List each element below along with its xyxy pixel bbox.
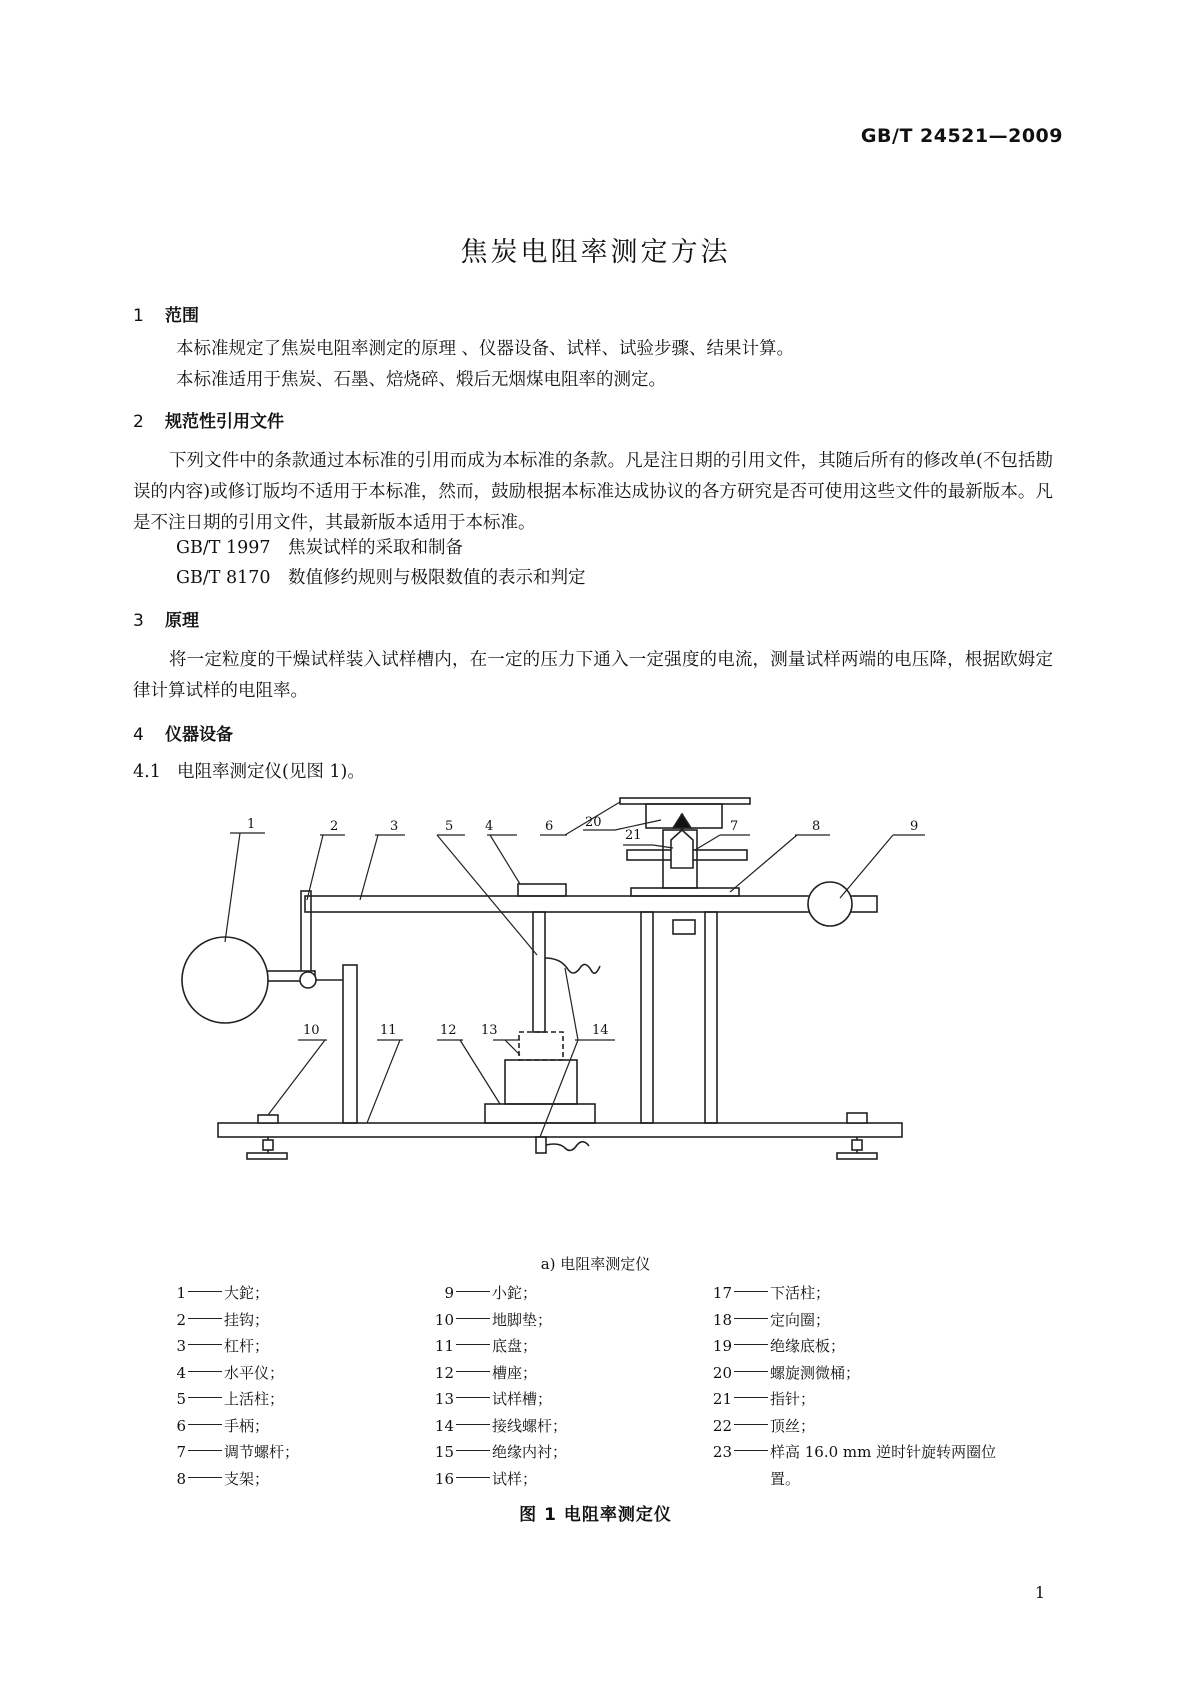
diagram-label: 6 — [545, 819, 554, 834]
legend-item — [706, 1386, 1000, 1413]
legend-dash — [188, 1386, 222, 1398]
legend-item — [428, 1280, 722, 1307]
legend-item — [160, 1466, 454, 1493]
legend-text: 挂钩； — [224, 1310, 270, 1329]
legend-text: 试样槽； — [492, 1390, 553, 1408]
reference-title: 数值修约规则与极限数值的表示和判定 — [288, 568, 586, 588]
resistivity-apparatus-diagram — [175, 790, 1005, 1250]
legend-text: 地脚垫； — [492, 1310, 553, 1329]
section-number: 4 — [133, 725, 144, 745]
wire — [545, 958, 600, 973]
legend-item — [706, 1333, 1000, 1360]
legend-text: 指针； — [770, 1390, 816, 1408]
diagram-label: 11 — [380, 1023, 397, 1038]
frame-left-post — [641, 912, 653, 1123]
legend-dash — [188, 1280, 222, 1292]
slot-base — [485, 1104, 595, 1123]
legend-item — [160, 1386, 454, 1413]
handle — [620, 798, 750, 804]
frame-top — [631, 888, 739, 896]
diagram-label: 8 — [812, 819, 821, 834]
legend-text: 样高 16.0 mm 逆时针旋转两圈位置。 — [770, 1443, 997, 1488]
legend-item — [160, 1439, 454, 1466]
legend-text: 大鉈； — [224, 1284, 270, 1302]
section-title: 范围 — [165, 306, 199, 326]
legend-dash — [456, 1413, 490, 1425]
legend-text: 定向圈； — [770, 1310, 831, 1329]
legend-number: 15 — [434, 1443, 454, 1461]
legend-dash — [456, 1280, 490, 1292]
legend-text: 上活柱； — [224, 1390, 285, 1408]
legend-number: 14 — [434, 1416, 454, 1435]
reference-title: 焦炭试样的采取和制备 — [288, 538, 463, 558]
legend-text: 底盘； — [492, 1337, 538, 1355]
legend-number: 9 — [444, 1284, 454, 1302]
legend-item — [160, 1280, 454, 1307]
legend-text: 下活柱； — [770, 1284, 831, 1302]
paragraph: 本标准适用于焦炭、石墨、焙烧碎、煅后无烟煤电阻率的测定。 — [176, 370, 666, 390]
legend-number: 13 — [434, 1390, 454, 1408]
legend-dash — [456, 1360, 490, 1372]
legend-number: 21 — [712, 1390, 732, 1408]
legend-item — [160, 1360, 454, 1387]
legend-text: 槽座； — [492, 1363, 538, 1382]
section-number: 2 — [133, 412, 144, 432]
legend-number: 10 — [434, 1310, 454, 1329]
diagram-label: 14 — [592, 1023, 609, 1038]
legend-item — [428, 1360, 722, 1387]
frame-right-post — [705, 912, 717, 1123]
diagram-label: 13 — [481, 1023, 498, 1038]
legend-number: 6 — [176, 1416, 186, 1435]
reference-code: GB/T 1997 — [176, 538, 271, 558]
diagram-label: 2 — [330, 819, 339, 834]
legend-dash — [456, 1439, 490, 1451]
section-4-heading — [133, 720, 233, 745]
legend-text: 支架； — [224, 1469, 270, 1488]
sample-slot — [519, 1032, 563, 1060]
legend-number: 4 — [176, 1363, 186, 1382]
legend-item — [706, 1360, 1000, 1387]
legend-dash — [188, 1360, 222, 1372]
legend-item — [428, 1386, 722, 1413]
legend-number: 2 — [176, 1310, 186, 1329]
legend-text: 试样； — [492, 1469, 538, 1488]
legend-text: 绝缘内衬； — [492, 1443, 568, 1461]
section-3-heading — [133, 606, 199, 631]
legend-dash — [734, 1333, 768, 1345]
legend-dash — [456, 1333, 490, 1345]
left-support — [343, 965, 357, 1123]
paragraph: 本标准规定了焦炭电阻率测定的原理 、仪器设备、试样、试验步骤、结果计算。 — [176, 339, 795, 359]
reference-item — [176, 564, 586, 589]
legend-dash — [734, 1280, 768, 1292]
legend-dash — [734, 1307, 768, 1319]
legend-text: 手柄； — [224, 1416, 270, 1435]
legend-number: 3 — [176, 1337, 186, 1355]
legend-item — [706, 1280, 1000, 1307]
page-number: 1 — [1034, 1583, 1045, 1602]
paragraph: 将一定粒度的干燥试样装入试样槽内，在一定的压力下通入一定强度的电流，测量试样两端的电压降，根据欧姆定律计算试样的电阻率。 — [133, 650, 1053, 701]
foot-right — [837, 1113, 877, 1159]
section-1-heading — [133, 301, 199, 326]
legend-column-2 — [428, 1280, 722, 1492]
reference-item — [176, 534, 463, 559]
legend-item — [706, 1413, 1000, 1440]
section-title: 规范性引用文件 — [165, 412, 284, 432]
legend-dash — [734, 1386, 768, 1398]
figure-subcaption: a) 电阻率测定仪 — [540, 1255, 651, 1273]
legend-text: 螺旋测微桶； — [770, 1363, 861, 1382]
legend-number: 20 — [712, 1363, 732, 1382]
terminal-bottom — [536, 1137, 546, 1153]
legend-dash — [188, 1333, 222, 1345]
legend-number: 5 — [176, 1390, 186, 1408]
legend-number: 18 — [712, 1310, 732, 1329]
legend-dash — [456, 1307, 490, 1319]
legend-number: 16 — [434, 1469, 454, 1488]
diagram-label: 1 — [247, 817, 256, 832]
legend-text: 杠杆； — [224, 1337, 270, 1355]
legend-dash — [188, 1413, 222, 1425]
legend-item — [428, 1307, 722, 1334]
section-title: 仪器设备 — [165, 725, 233, 745]
legend-item — [428, 1333, 722, 1360]
diagram-label: 10 — [303, 1023, 320, 1038]
small-weight — [808, 882, 852, 926]
legend-item — [160, 1333, 454, 1360]
section-title: 原理 — [165, 611, 199, 631]
legend-dash — [188, 1466, 222, 1478]
legend-number: 23 — [712, 1443, 732, 1461]
upper-column — [533, 912, 545, 1032]
legend-number: 17 — [712, 1284, 732, 1302]
diagram-label: 12 — [440, 1023, 457, 1038]
figure-title: 图 1 电阻率测定仪 — [519, 1505, 672, 1525]
legend-dash — [456, 1466, 490, 1478]
legend-dash — [734, 1413, 768, 1425]
legend-item — [706, 1439, 1000, 1492]
lever-beam — [305, 896, 877, 912]
legend-number: 22 — [712, 1416, 732, 1435]
legend-column-1 — [160, 1280, 454, 1492]
section-2-heading — [133, 407, 284, 432]
legend-text: 调节螺杆； — [224, 1443, 300, 1461]
legend-text: 绝缘底板； — [770, 1337, 846, 1355]
diagram-label: 9 — [910, 819, 919, 834]
diagram-label: 4 — [485, 819, 494, 834]
hook — [301, 891, 311, 979]
section-number: 1 — [133, 306, 144, 326]
legend-number: 8 — [176, 1469, 186, 1488]
legend-text: 水平仪； — [224, 1363, 285, 1382]
legend-dash — [734, 1439, 768, 1451]
legend-dash — [188, 1439, 222, 1451]
legend-column-3 — [706, 1280, 1000, 1492]
legend-item — [428, 1439, 722, 1466]
legend-item — [428, 1413, 722, 1440]
subsection-4-1 — [133, 758, 365, 783]
diagram-label: 7 — [730, 819, 739, 834]
paragraph: 下列文件中的条款通过本标准的引用而成为本标准的条款。凡是注日期的引用文件，其随后所有的修改单(不包括勘误的内容)或修订版均不适用于本标准，然而，鼓励根据本标准达成协议的各方研究是否可使用这些文件的最新版本。凡是不注日期的引用文件，其最新版本适用于本标准。 — [133, 451, 1053, 533]
diagram-label: 3 — [390, 819, 399, 834]
section-number: 3 — [133, 611, 144, 631]
diagram-label: 20 — [585, 815, 602, 830]
legend-number: 1 — [176, 1284, 186, 1302]
legend-dash — [188, 1307, 222, 1319]
diagram-label: 21 — [625, 828, 642, 843]
legend-number: 12 — [434, 1363, 454, 1382]
legend-number: 11 — [434, 1337, 454, 1355]
large-weight — [182, 937, 268, 1023]
slot-body — [505, 1060, 577, 1104]
diagram-label: 5 — [445, 819, 454, 834]
legend-item — [706, 1307, 1000, 1334]
legend-text: 接线螺杆； — [492, 1416, 568, 1435]
base-plate — [218, 1123, 902, 1137]
legend-number: 19 — [712, 1337, 732, 1355]
level-indicator — [518, 884, 566, 896]
document-title: 焦炭电阻率测定方法 — [460, 237, 731, 268]
legend-item — [160, 1413, 454, 1440]
legend-item — [160, 1307, 454, 1334]
legend-item — [428, 1466, 722, 1493]
reference-code: GB/T 8170 — [176, 568, 271, 588]
legend-text: 顶丝； — [770, 1416, 816, 1435]
subsection-number: 4.1 — [133, 762, 161, 782]
legend-text: 小鉈； — [492, 1284, 538, 1302]
legend-number: 7 — [176, 1443, 186, 1461]
legend-dash — [456, 1386, 490, 1398]
standard-number: GB/T 24521—2009 — [860, 125, 1063, 147]
legend-dash — [734, 1360, 768, 1372]
subsection-text: 电阻率测定仪(见图 1)。 — [177, 762, 365, 782]
